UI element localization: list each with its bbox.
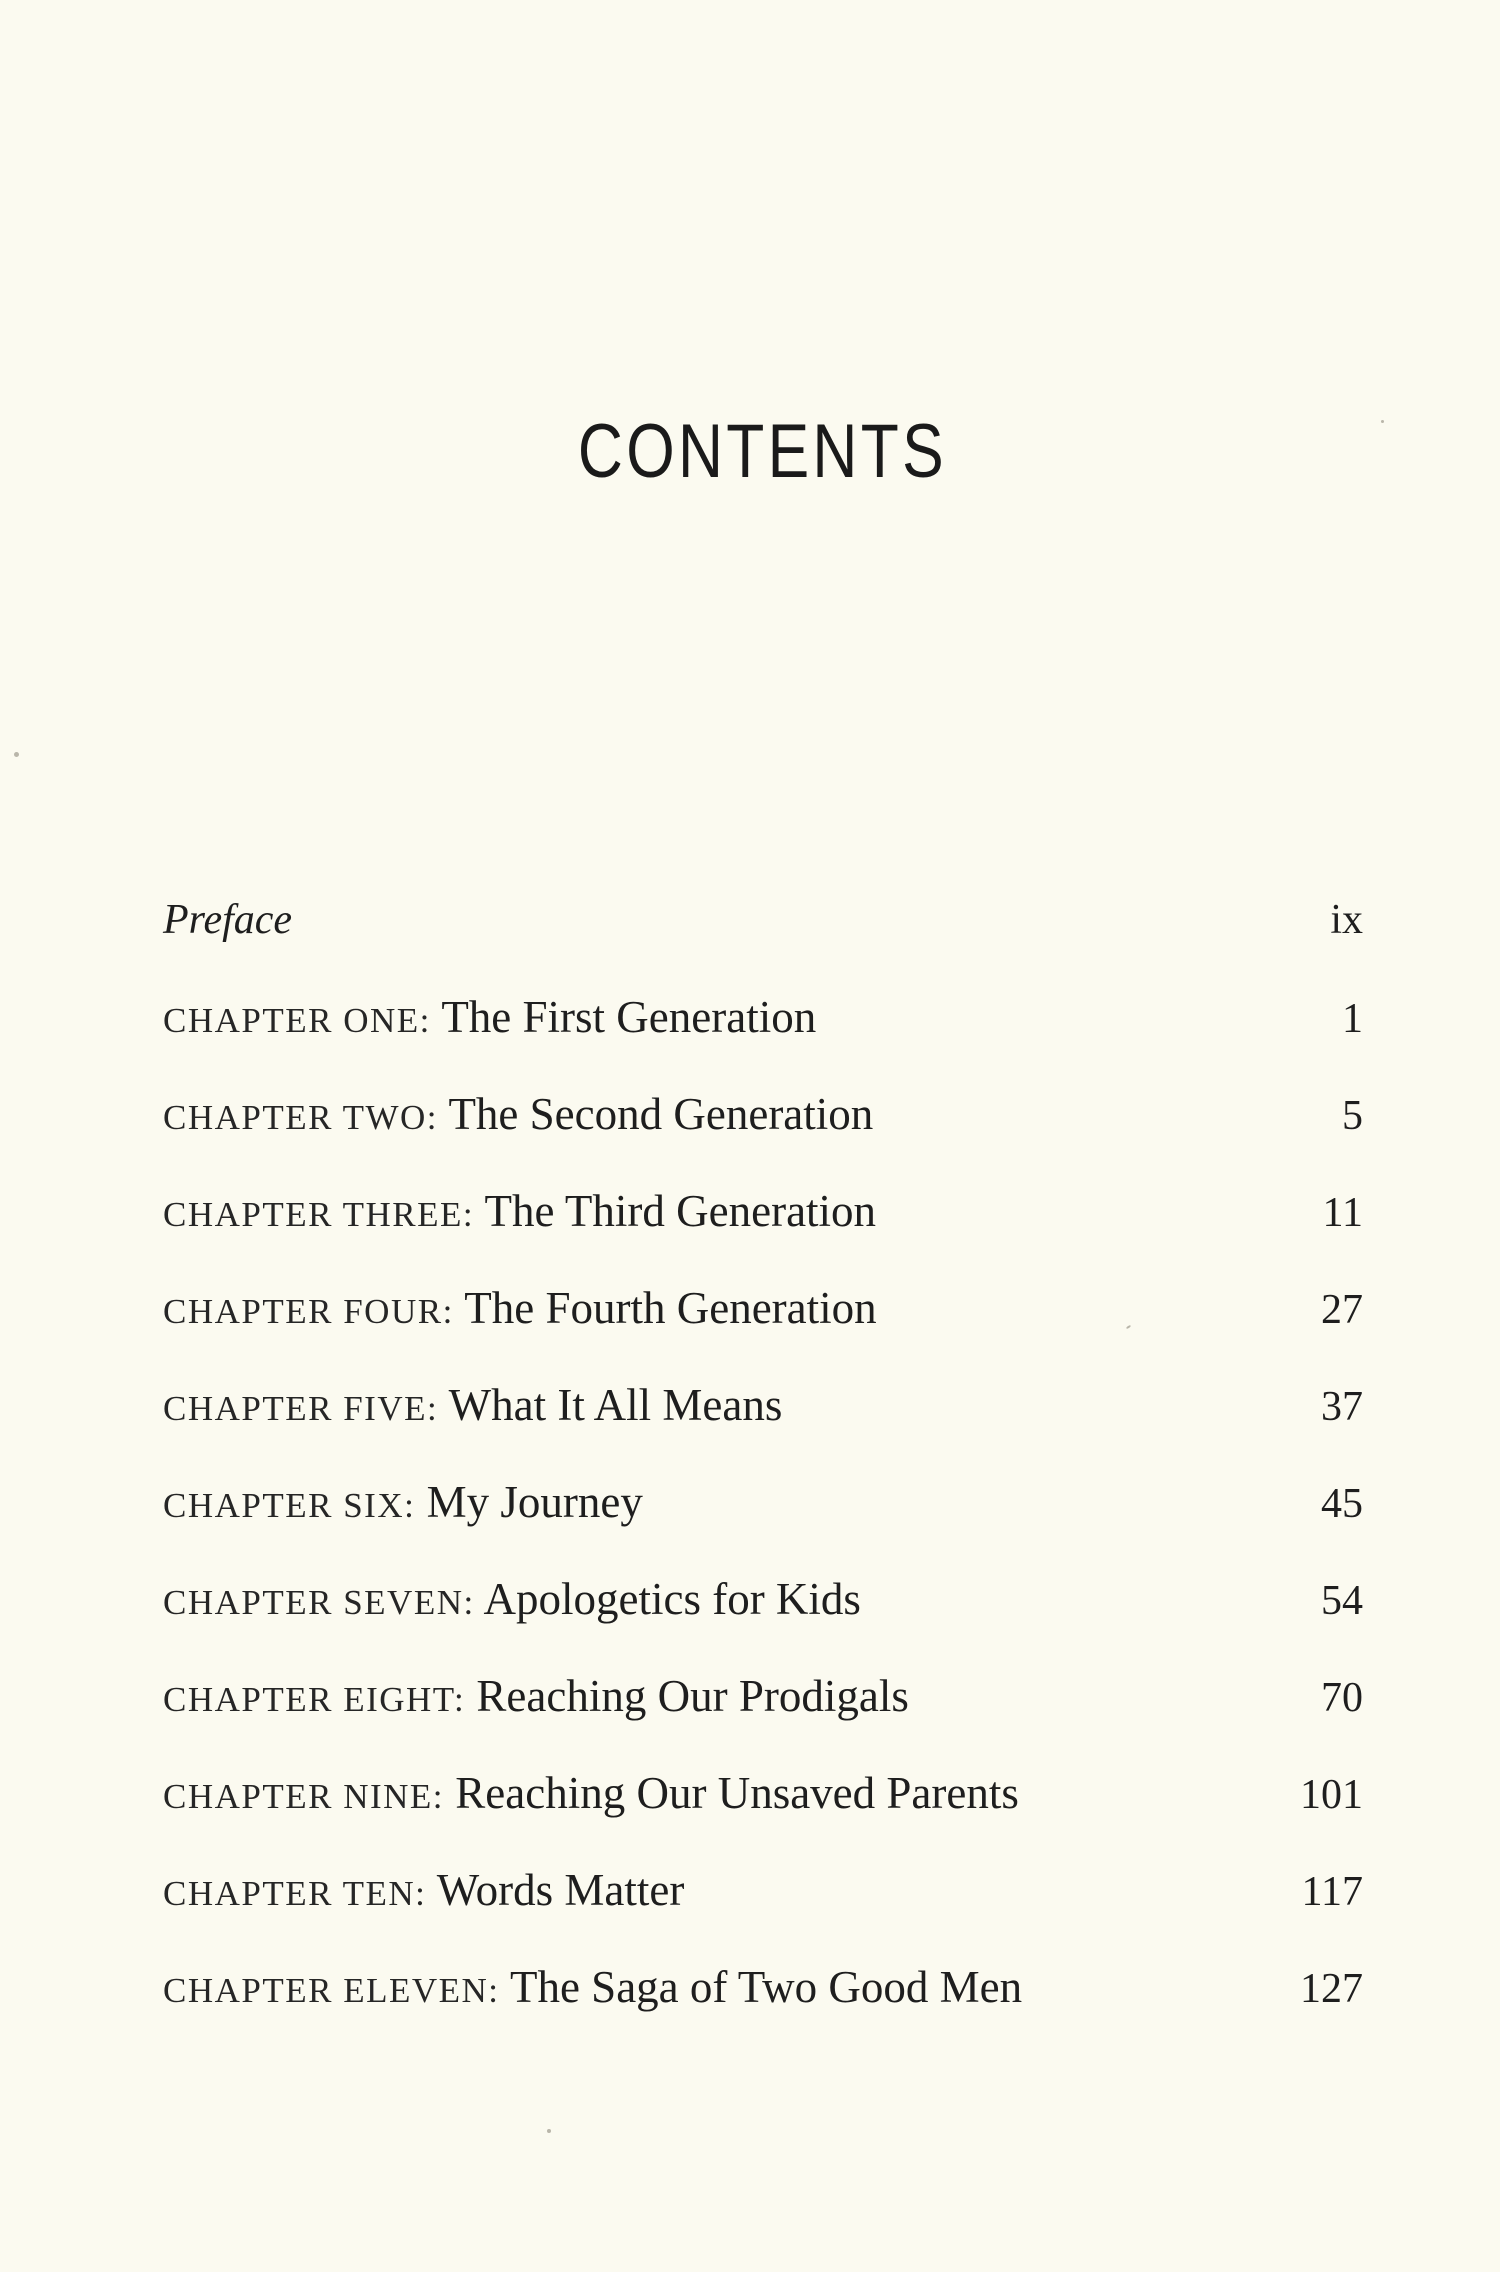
chapter-entry — [163, 1272, 877, 1348]
chapter-title: Reaching Our Unsaved Parents — [455, 1768, 1019, 1818]
toc-row-chapter-1 — [163, 981, 1363, 1078]
toc-row-chapter-6 — [163, 1466, 1363, 1563]
chapter-page-number: 127 — [1300, 1966, 1363, 2012]
paper-speck — [1381, 420, 1384, 423]
chapter-title: Apologetics for Kids — [483, 1574, 861, 1624]
toc-row-chapter-10 — [163, 1854, 1363, 1951]
chapter-title: The Fourth Generation — [464, 1283, 877, 1333]
preface-page-number: ix — [1330, 897, 1363, 943]
chapter-title: The Saga of Two Good Men — [509, 1962, 1023, 2012]
chapter-entry — [163, 1951, 1022, 2027]
chapter-page-number: 45 — [1321, 1481, 1363, 1527]
chapter-entry — [163, 1369, 782, 1445]
chapter-prefix: CHAPTER SEVEN: — [163, 1583, 475, 1622]
chapter-page-number: 117 — [1301, 1869, 1363, 1915]
chapter-page-number: 11 — [1322, 1190, 1363, 1236]
paper-speck — [14, 752, 19, 757]
chapter-page-number: 1 — [1342, 996, 1363, 1042]
toc-row-chapter-5 — [163, 1369, 1363, 1466]
toc-row-chapter-3 — [163, 1175, 1363, 1272]
table-of-contents — [163, 884, 1363, 2048]
chapter-prefix: CHAPTER NINE: — [163, 1777, 445, 1816]
chapter-title: Reaching Our Prodigals — [476, 1671, 909, 1721]
toc-row-chapter-9 — [163, 1757, 1363, 1854]
chapter-title: My Journey — [426, 1477, 643, 1527]
chapter-prefix: CHAPTER EIGHT: — [163, 1680, 466, 1719]
chapter-page-number: 27 — [1321, 1287, 1363, 1333]
preface-label: Preface — [163, 897, 293, 943]
chapter-title: What It All Means — [448, 1380, 783, 1430]
chapter-title: The Third Generation — [484, 1186, 877, 1236]
chapter-entry — [163, 1854, 684, 1930]
chapter-prefix: CHAPTER FIVE: — [163, 1389, 439, 1428]
chapter-prefix: CHAPTER SIX: — [163, 1486, 416, 1525]
chapter-prefix: CHAPTER TWO: — [163, 1098, 438, 1137]
chapter-title: The First Generation — [441, 992, 817, 1042]
toc-row-preface — [163, 884, 1363, 981]
chapter-page-number: 54 — [1321, 1578, 1363, 1624]
toc-row-chapter-4 — [163, 1272, 1363, 1369]
chapter-prefix: CHAPTER ELEVEN: — [163, 1971, 500, 2010]
chapter-page-number: 70 — [1321, 1675, 1363, 1721]
chapter-entry — [163, 1757, 1019, 1833]
chapter-prefix: CHAPTER THREE: — [163, 1195, 475, 1234]
chapter-entry — [163, 1466, 643, 1542]
chapter-entry — [163, 1563, 861, 1639]
chapter-page-number: 37 — [1321, 1384, 1363, 1430]
toc-row-chapter-7 — [163, 1563, 1363, 1660]
page-title: CONTENTS — [577, 409, 947, 494]
toc-row-chapter-8 — [163, 1660, 1363, 1757]
chapter-entry — [163, 1078, 873, 1154]
chapter-title: Words Matter — [436, 1865, 685, 1915]
chapter-prefix: CHAPTER ONE: — [163, 1001, 431, 1040]
chapter-prefix: CHAPTER TEN: — [163, 1874, 427, 1913]
toc-row-chapter-11 — [163, 1951, 1363, 2048]
chapter-page-number: 101 — [1300, 1772, 1363, 1818]
chapter-prefix: CHAPTER FOUR: — [163, 1292, 454, 1331]
toc-row-chapter-2 — [163, 1078, 1363, 1175]
chapter-title: The Second Generation — [448, 1089, 874, 1139]
chapter-entry — [163, 1660, 909, 1736]
paper-speck — [547, 2129, 551, 2133]
chapter-entry — [163, 981, 816, 1057]
chapter-page-number: 5 — [1342, 1093, 1363, 1139]
chapter-entry — [163, 1175, 876, 1251]
